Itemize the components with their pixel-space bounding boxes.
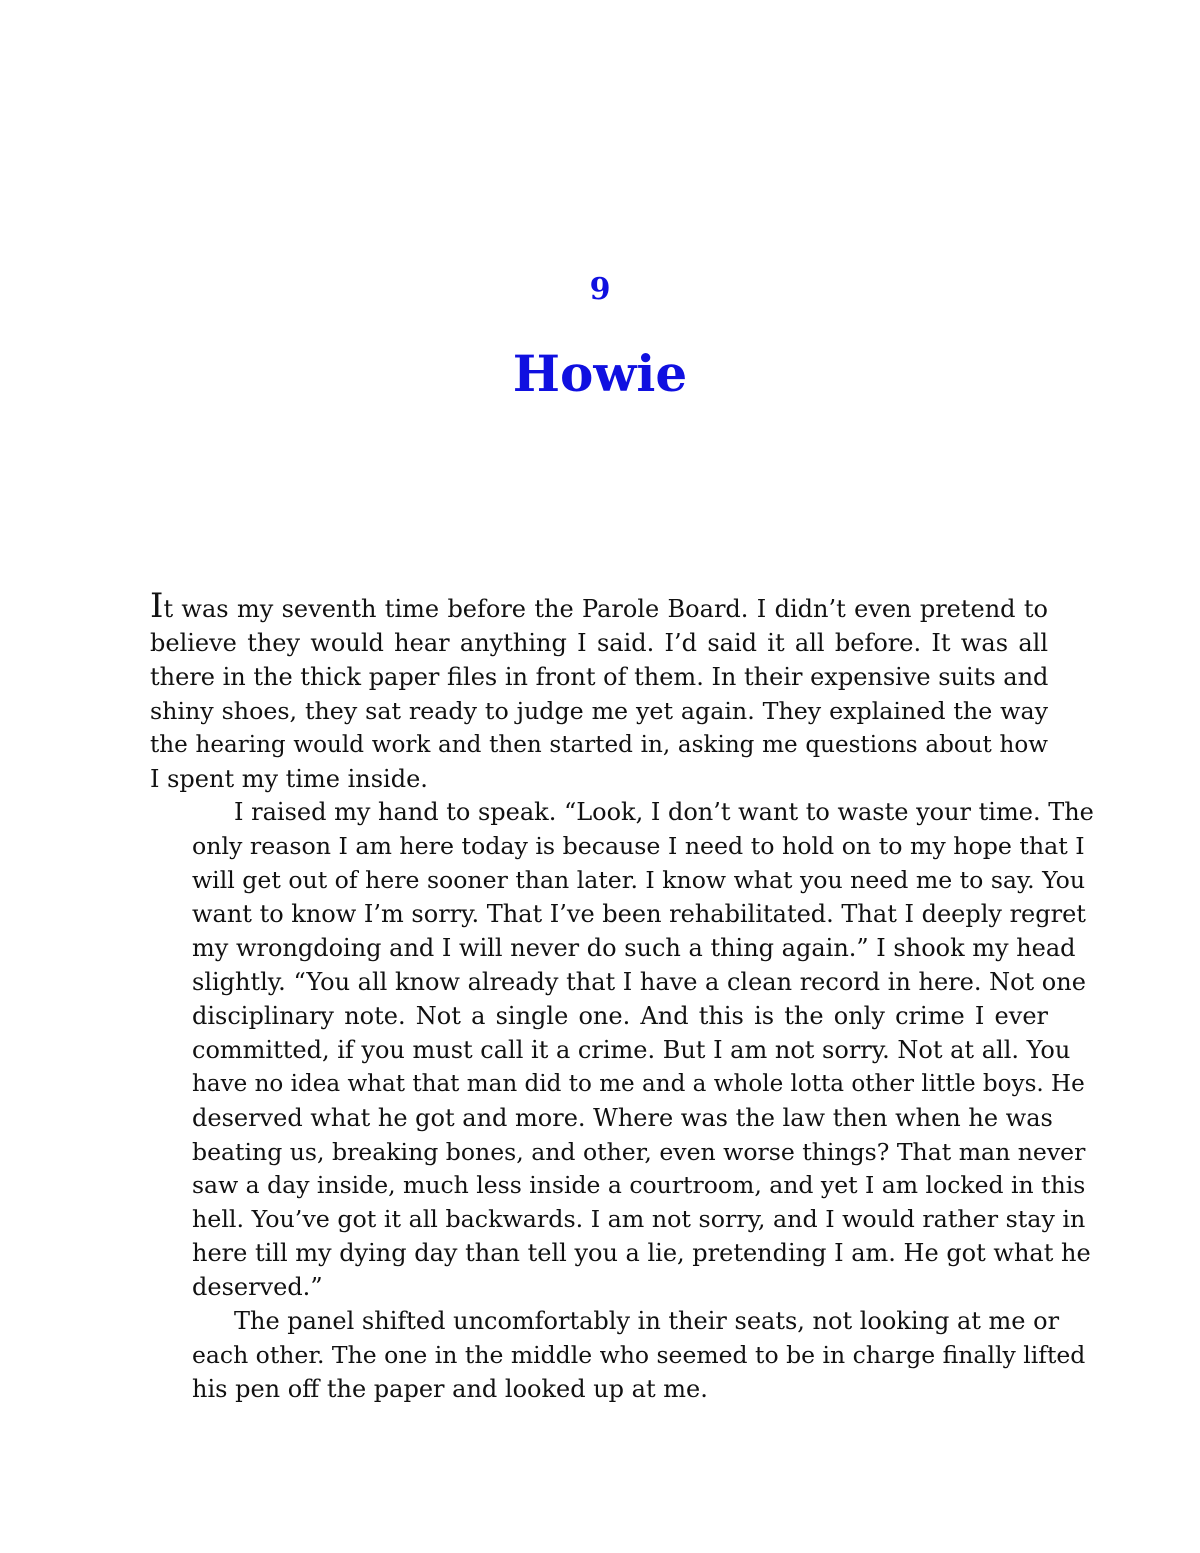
paragraph-2	[150, 796, 1094, 1305]
paragraph-line: disciplinary note. Not a single one. And this is the only crime I ever	[192, 1001, 1048, 1030]
paragraph-line: want to know I’m sorry. That I’ve been rehabilitated. That I deeply regret	[192, 900, 1086, 929]
paragraph-line: here till my dying day than tell you a lie, pretending I am. He got what he	[192, 1239, 1091, 1268]
paragraph-line: The panel shifted uncomfortably in their seats, not looking at me or	[234, 1307, 1060, 1336]
paragraph-line: shiny shoes, they sat ready to judge me yet again. They explained the way	[150, 696, 1048, 725]
paragraph-line: saw a day inside, much less inside a courtroom, and yet I am locked in this	[192, 1171, 1086, 1200]
paragraph-line: hell. You’ve got it all backwards. I am not sorry, and I would rather stay in	[192, 1205, 1086, 1234]
paragraph-line: deserved what he got and more. Where was the law then when he was	[192, 1103, 1053, 1132]
paragraph-line: have no idea what that man did to me and a whole lotta other little boys. He	[192, 1070, 1085, 1097]
chapter-title: Howie	[512, 344, 688, 403]
paragraph-line: only reason I am here today is because I need to hold on to my hope that I	[192, 832, 1085, 861]
paragraph-line: believe they would hear anything I said. I’d said it all before. It was all	[150, 628, 1048, 657]
paragraph-line: committed, if you must call it a crime. But I am not sorry. Not at all. You	[192, 1035, 1071, 1064]
paragraph-line: will get out of here sooner than later. I know what you need me to say. You	[192, 866, 1086, 895]
paragraph-line: beating us, breaking bones, and other, even worse things? That man never	[192, 1137, 1086, 1166]
paragraph-line: the hearing would work and then started in, asking me questions about how	[150, 731, 1048, 758]
paragraph-line: his pen off the paper and looked up at me.	[192, 1374, 708, 1403]
paragraph-line: there in the thick paper files in front of them. In their expensive suits and	[150, 662, 1049, 691]
paragraph-line: my wrongdoing and I will never do such a thing again.” I shook my head	[192, 934, 1076, 963]
paragraph-1	[150, 586, 1049, 796]
drop-cap: I	[150, 586, 164, 626]
paragraph-line: I raised my hand to speak. “Look, I don’t want to waste your time. The	[234, 798, 1094, 827]
paragraph-line: deserved.”	[192, 1273, 323, 1302]
paragraph-line: I spent my time inside.	[150, 764, 428, 793]
paragraph-line: each other. The one in the middle who seemed to be in charge finally lifted	[192, 1340, 1086, 1369]
paragraph-line: It was my seventh time before the Parole Board. I didn’t even pretend to	[150, 586, 1048, 626]
paragraph-line: slightly. “You all know already that I have a clean record in here. Not one	[192, 967, 1086, 996]
chapter-body	[150, 586, 1094, 1407]
paragraph-3	[150, 1305, 1086, 1407]
chapter-number: 9	[589, 272, 611, 307]
